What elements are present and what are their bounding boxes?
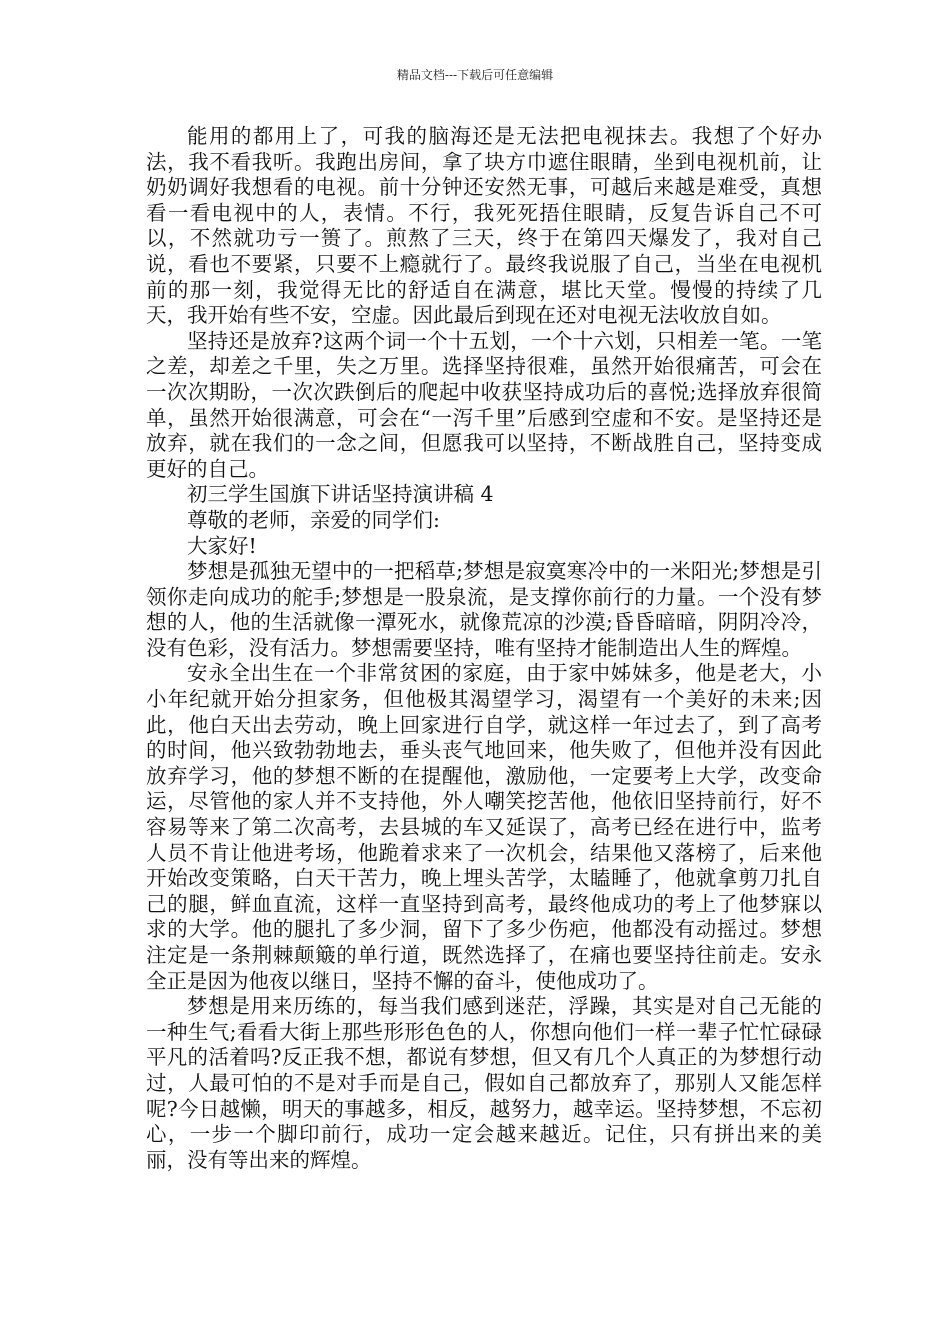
speech-title: 初三学生国旗下讲话坚持演讲稿 4	[187, 482, 494, 507]
paragraph-an-yongquan-story: 安永全出生在一个非常贫困的家庭，由于家中姊妹多，他是老大，小小年纪就开始分担家务，但他极其渴望学习，渴望有一个美好的未来;因此，他白天出去劳动，晚上回家进行自学，就这样一年过去了，到了高考的时间，他兴致勃勃地去，垂头丧气地回来，他失败了，但他并没有因此放弃学习，他的梦想不断的在提醒他，激励他，一定要考上大学，改变命运，尽管他的家人并不支持他，外人嘲笑挖苦他，他依旧坚持前行，好不容易等来了第二次高考，去县城的车又延误了，高考已经在进行中，监考人员不肯让他进考场，他跪着求来了一次机会，结果他又落榜了，后来他开始改变策略，白天干苦力，晚上埋头苦学，太瞌睡了，他就拿剪刀扎自己的腿，鲜血直流，这样一直坚持到高考，最终他成功的考上了他梦寐以求的大学。他的腿扎了多少洞，留下了多少伤疤，他都没有动摇过。梦想注定是一条荆棘颠簸的单行道，既然选择了，在痛也要坚持往前走。安永全正是因为他夜以继日，坚持不懈的奋斗，使他成功了。	[146, 661, 822, 993]
paragraph-tv-struggle: 能用的都用上了，可我的脑海还是无法把电视抹去。我想了个好办法，我不看我听。我跑出房间，拿了块方巾遮住眼睛，坐到电视机前，让奶奶调好我想看的电视。前十分钟还安然无事，可越后来越是难受，真想看一看电视中的人，表情。不行，我死死捂住眼睛，反复告诉自己不可以，不然就功亏一篑了。煎熬了三天，终于在第四天爆发了，我对自己说，看也不要紧，只要不上瘾就行了。最终我说服了自己，当坐在电视机前的那一刻，我觉得无比的舒适自在满意，堪比天堂。慢慢的持续了几天，我开始有些不安，空虚。因此最后到现在还对电视无法收放自如。	[146, 124, 822, 328]
document-body	[146, 124, 822, 1173]
paragraph-dream-definition: 梦想是孤独无望中的一把稻草;梦想是寂寞寒冷中的一米阳光;梦想是引领你走向成功的舵手;梦想是一股泉流，是支撑你前行的力量。一个没有梦想的人，他的生活就像一潭死水，就像荒凉的沙漠;昏昏暗暗，阴阴冷冷，没有色彩，没有活力。梦想需要坚持，唯有坚持才能制造出人生的辉煌。	[146, 559, 822, 660]
paragraph-persist-or-quit: 坚持还是放弃?这两个词一个十五划，一个十六划，只相差一笔。一笔之差，却差之千里，失之万里。选择坚持很难，虽然开始很痛苦，可会在一次次期盼，一次次跌倒后的爬起中收获坚持成功后的喜悦;选择放弃很简单，虽然开始很满意，可会在“一泻千里”后感到空虚和不安。是坚持还是放弃，就在我们的一念之间，但愿我可以坚持，不断战胜自己，坚持变成更好的自己。	[146, 328, 822, 481]
speech-salutation: 尊敬的老师，亲爱的同学们:	[187, 507, 440, 532]
paragraph-dream-practice: 梦想是用来历练的，每当我们感到迷茫，浮躁，其实是对自己无能的一种生气;看看大街上那些形形色色的人，你想向他们一样一辈子忙忙碌碌平凡的活着吗?反正我不想，都说有梦想，但又有几个人真正的为梦想行动过，人最可怕的不是对手而是自己，假如自己都放弃了，那别人又能怎样呢?今日越懒，明天的事越多，相反，越努力，越幸运。坚持梦想，不忘初心，一步一个脚印前行，成功一定会越来越近。记住，只有拼出来的美丽，没有等出来的辉煌。	[146, 994, 822, 1172]
page-header: 精品文档---下载后可任意编辑	[396, 68, 554, 82]
speech-greeting: 大家好!	[187, 533, 257, 558]
